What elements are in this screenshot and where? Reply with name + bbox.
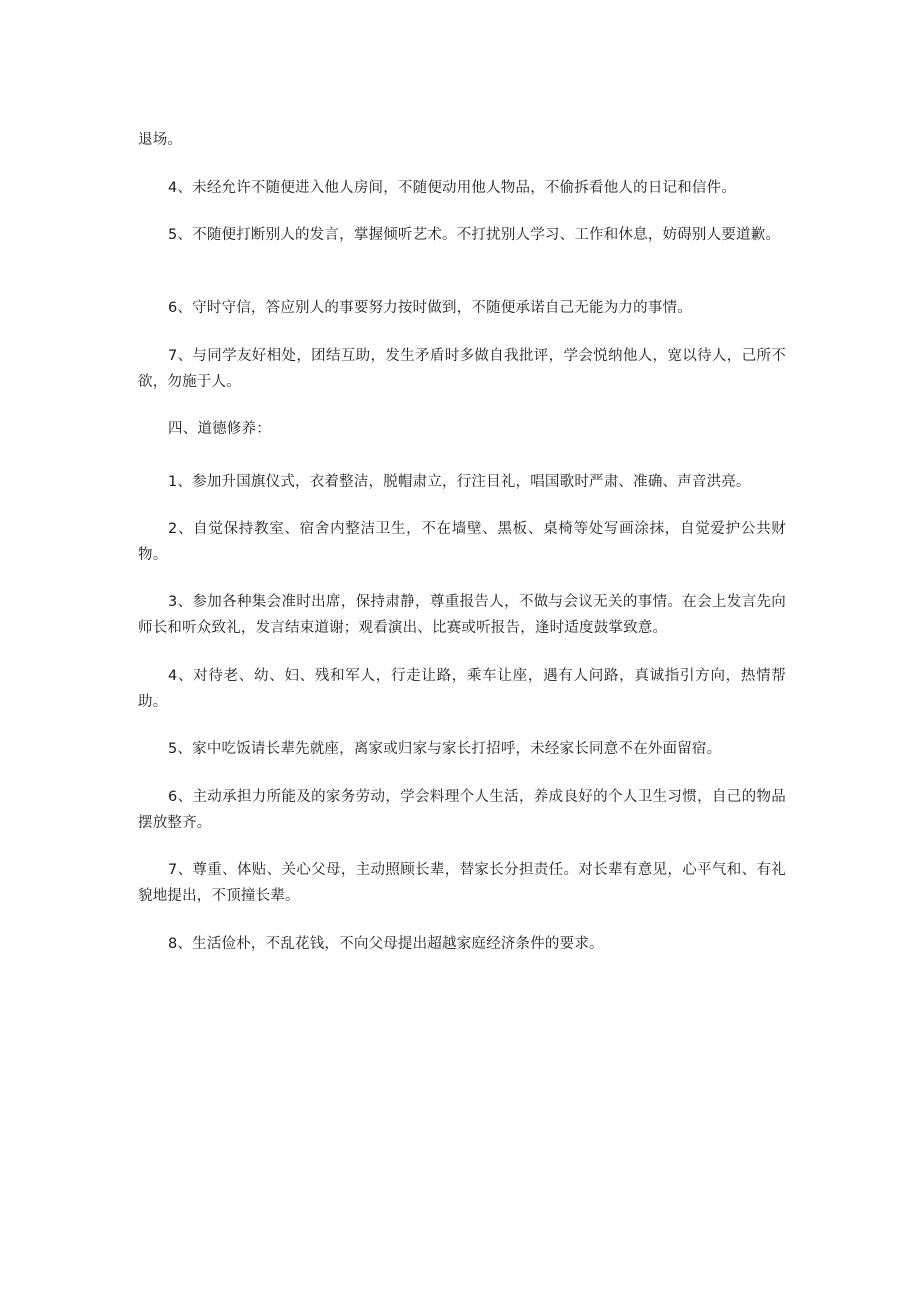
paragraph-rule-4-5: 5、家中吃饭请长辈先就座，离家或归家与家长打招呼，未经家长同意不在外面留宿。 bbox=[168, 741, 722, 757]
paragraph-rule-4-8: 8、生活俭朴，不乱花钱，不向父母提出超越家庭经济条件的要求。 bbox=[168, 936, 604, 952]
section-heading-4: 四、道德修养： bbox=[168, 421, 271, 437]
paragraph-rule-4-1: 1、参加升国旗仪式，衣着整洁，脱帽肃立，行注目礼，唱国歌时严肃、准确、声音洪亮。 bbox=[168, 474, 751, 490]
paragraph-rule-4-2: 2、自觉保持教室、宿舍内整洁卫生，不在墙壁、黑板、桌椅等处写画涂抹，自觉爱护公共财物。 bbox=[138, 521, 786, 563]
paragraph-rule-4-7: 7、尊重、体贴、关心父母，主动照顾长辈，替家长分担责任。对长辈有意见，心平气和、有礼貌地提出，不顶撞长辈。 bbox=[138, 862, 786, 904]
paragraph-rule-4-6: 6、主动承担力所能及的家务劳动，学会料理个人生活，养成良好的个人卫生习惯，自己的物品摆放整齐。 bbox=[138, 789, 786, 831]
paragraph-rule-4-3: 3、参加各种集会准时出席，保持肃静，尊重报告人，不做与会议无关的事情。在会上发言先向师长和听众致礼，发言结束道谢；观看演出、比赛或听报告，逢时适度鼓掌致意。 bbox=[138, 594, 786, 636]
paragraph-rule-3-4: 4、未经允许不随便进入他人房间，不随便动用他人物品，不偷拆看他人的日记和信件。 bbox=[168, 180, 737, 196]
paragraph-continuation: 退场。 bbox=[138, 132, 183, 148]
paragraph-rule-4-4: 4、对待老、幼、妇、残和军人，行走让路，乘车让座，遇有人问路，真诚指引方向，热情帮助。 bbox=[138, 668, 786, 710]
paragraph-rule-3-7: 7、与同学友好相处，团结互助，发生矛盾时多做自我批评，学会悦纳他人，宽以待人，己所不欲，勿施于人。 bbox=[138, 348, 786, 390]
paragraph-rule-3-5: 5、不随便打断别人的发言，掌握倾听艺术。不打扰别人学习、工作和休息，妨碍别人要道歉。 bbox=[168, 227, 781, 243]
paragraph-rule-3-6: 6、守时守信，答应别人的事要努力按时做到，不随便承诺自己无能为力的事情。 bbox=[168, 300, 692, 316]
